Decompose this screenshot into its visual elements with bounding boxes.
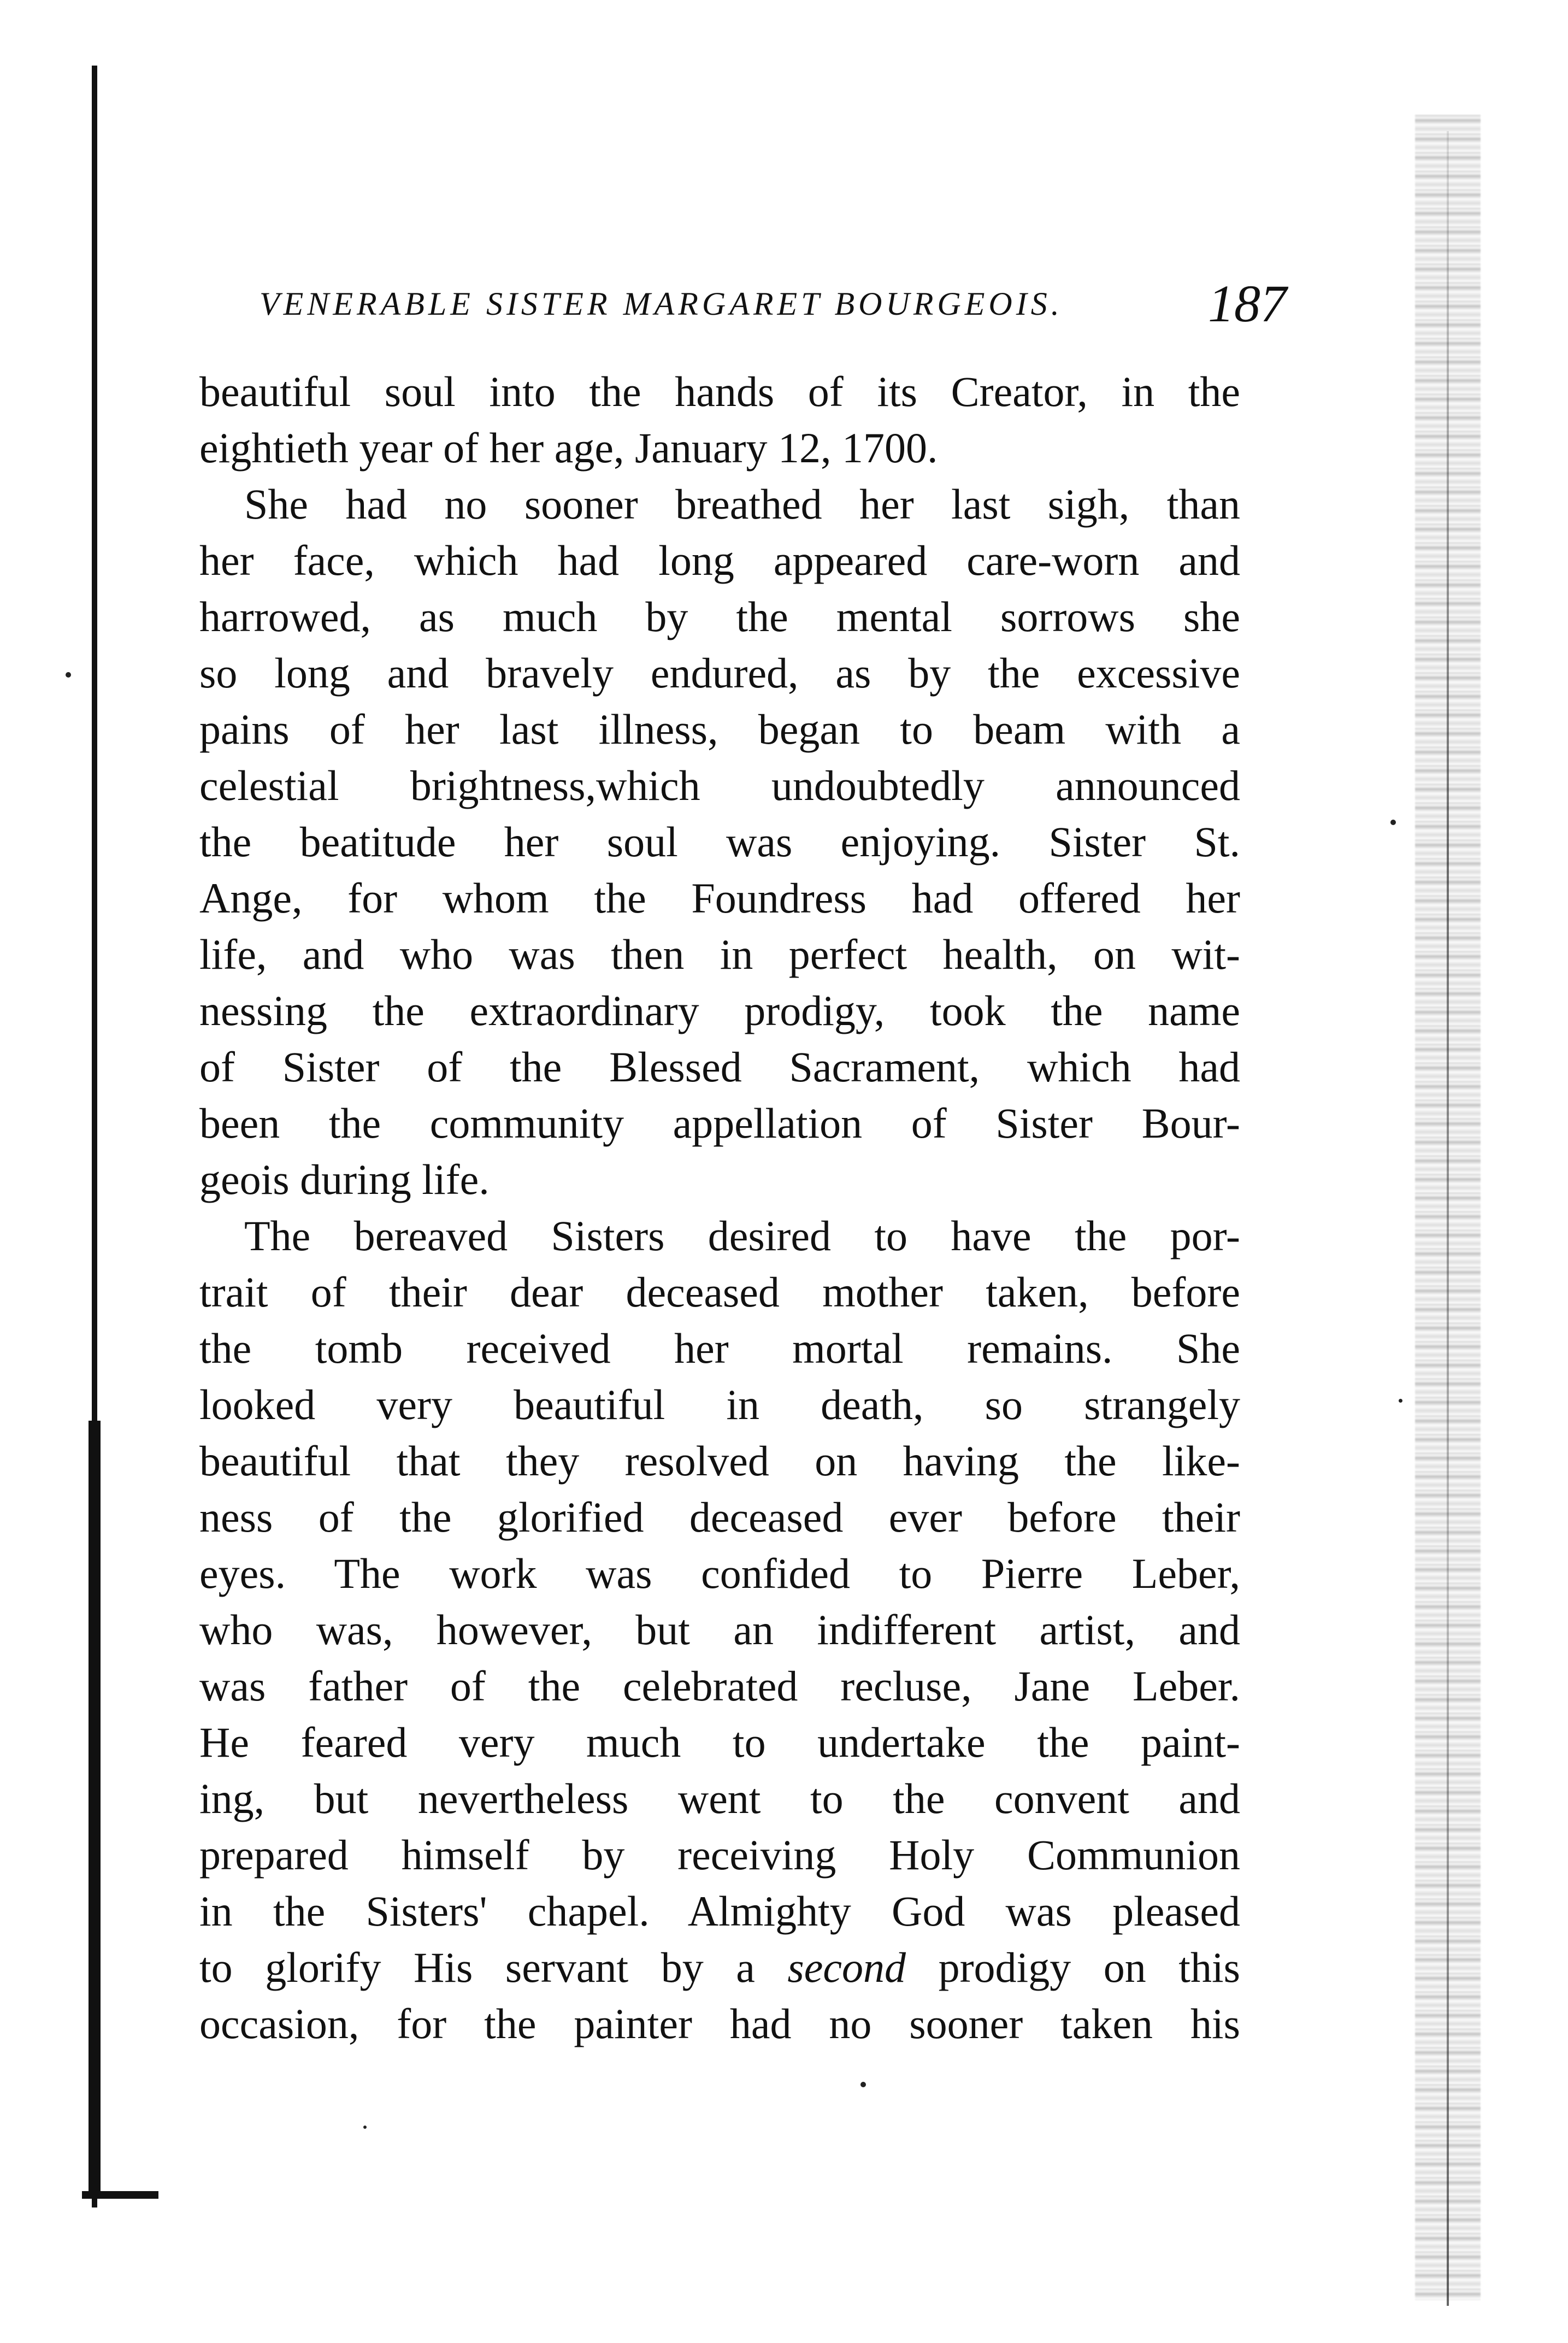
text-line: the tomb received her mortal remains. She <box>199 1324 1240 1372</box>
page-number: 187 <box>1208 274 1287 333</box>
text-line: to glorify His servant by a second prodigy on this <box>199 1944 1240 1991</box>
text-line: ing, but nevertheless went to the convent and <box>199 1775 1240 1822</box>
page-edge-line <box>1447 131 1449 2306</box>
text-line: who was, however, but an indifferent artist, and <box>199 1606 1240 1653</box>
text-line: in the Sisters' chapel. Almighty God was pleased <box>199 1887 1240 1935</box>
emphasis: second <box>787 1944 906 1991</box>
text-line: so long and bravely endured, as by the excessive <box>199 649 1240 697</box>
text-line: looked very beautiful in death, so strangely <box>199 1381 1240 1428</box>
text-line: been the community appellation of Sister Bour- <box>199 1099 1240 1147</box>
text-line: He feared very much to undertake the paint- <box>199 1718 1240 1766</box>
text-line: eightieth year of her age, January 12, 1700. <box>199 424 938 472</box>
text-line: of Sister of the Blessed Sacrament, which had <box>199 1043 1240 1091</box>
text-line: celestial brightness,which undoubtedly announced <box>199 762 1240 809</box>
ink-speck <box>1390 820 1396 825</box>
ink-speck <box>860 2082 866 2087</box>
page-header <box>260 273 1287 344</box>
text-line: her face, which had long appeared care-worn and <box>199 537 1240 584</box>
text-line: The bereaved Sisters desired to have the por- <box>244 1212 1240 1259</box>
body-text <box>199 363 1240 2052</box>
text-line: nessing the extraordinary prodigy, took the name <box>199 987 1240 1034</box>
binding-shadow-lower <box>89 1421 101 2197</box>
ink-speck <box>66 672 71 678</box>
ink-speck <box>363 2126 367 2129</box>
text-line: beautiful that they resolved on having the like- <box>199 1437 1240 1485</box>
text-line: trait of their dear deceased mother taken, before <box>199 1268 1240 1316</box>
text-line: Ange, for whom the Foundress had offered her <box>199 874 1240 922</box>
ink-speck <box>1399 1399 1402 1403</box>
text-line: She had no sooner breathed her last sigh, than <box>244 480 1240 528</box>
text-line: pains of her last illness, began to beam with a <box>199 705 1240 753</box>
text-line: ness of the glorified deceased ever before their <box>199 1493 1240 1541</box>
text-line: occasion, for the painter had no sooner taken his <box>199 2000 1240 2047</box>
text-line: was father of the celebrated recluse, Jane Leber. <box>199 1662 1240 1710</box>
text-line: eyes. The work was confided to Pierre Leber, <box>199 1550 1240 1597</box>
text-line: prepared himself by receiving Holy Communion <box>199 1831 1240 1879</box>
running-head: VENERABLE SISTER MARGARET BOURGEOIS. <box>260 286 1063 322</box>
text-line: life, and who was then in perfect health, on wit- <box>199 931 1240 978</box>
text-line: geois during life. <box>199 1156 490 1203</box>
text-line: beautiful soul into the hands of its Creator, in the <box>199 368 1240 415</box>
text-line: harrowed, as much by the mental sorrows she <box>199 593 1240 640</box>
text-line: the beatitude her soul was enjoying. Sister St. <box>199 818 1240 866</box>
binding-shadow-foot <box>82 2191 158 2199</box>
